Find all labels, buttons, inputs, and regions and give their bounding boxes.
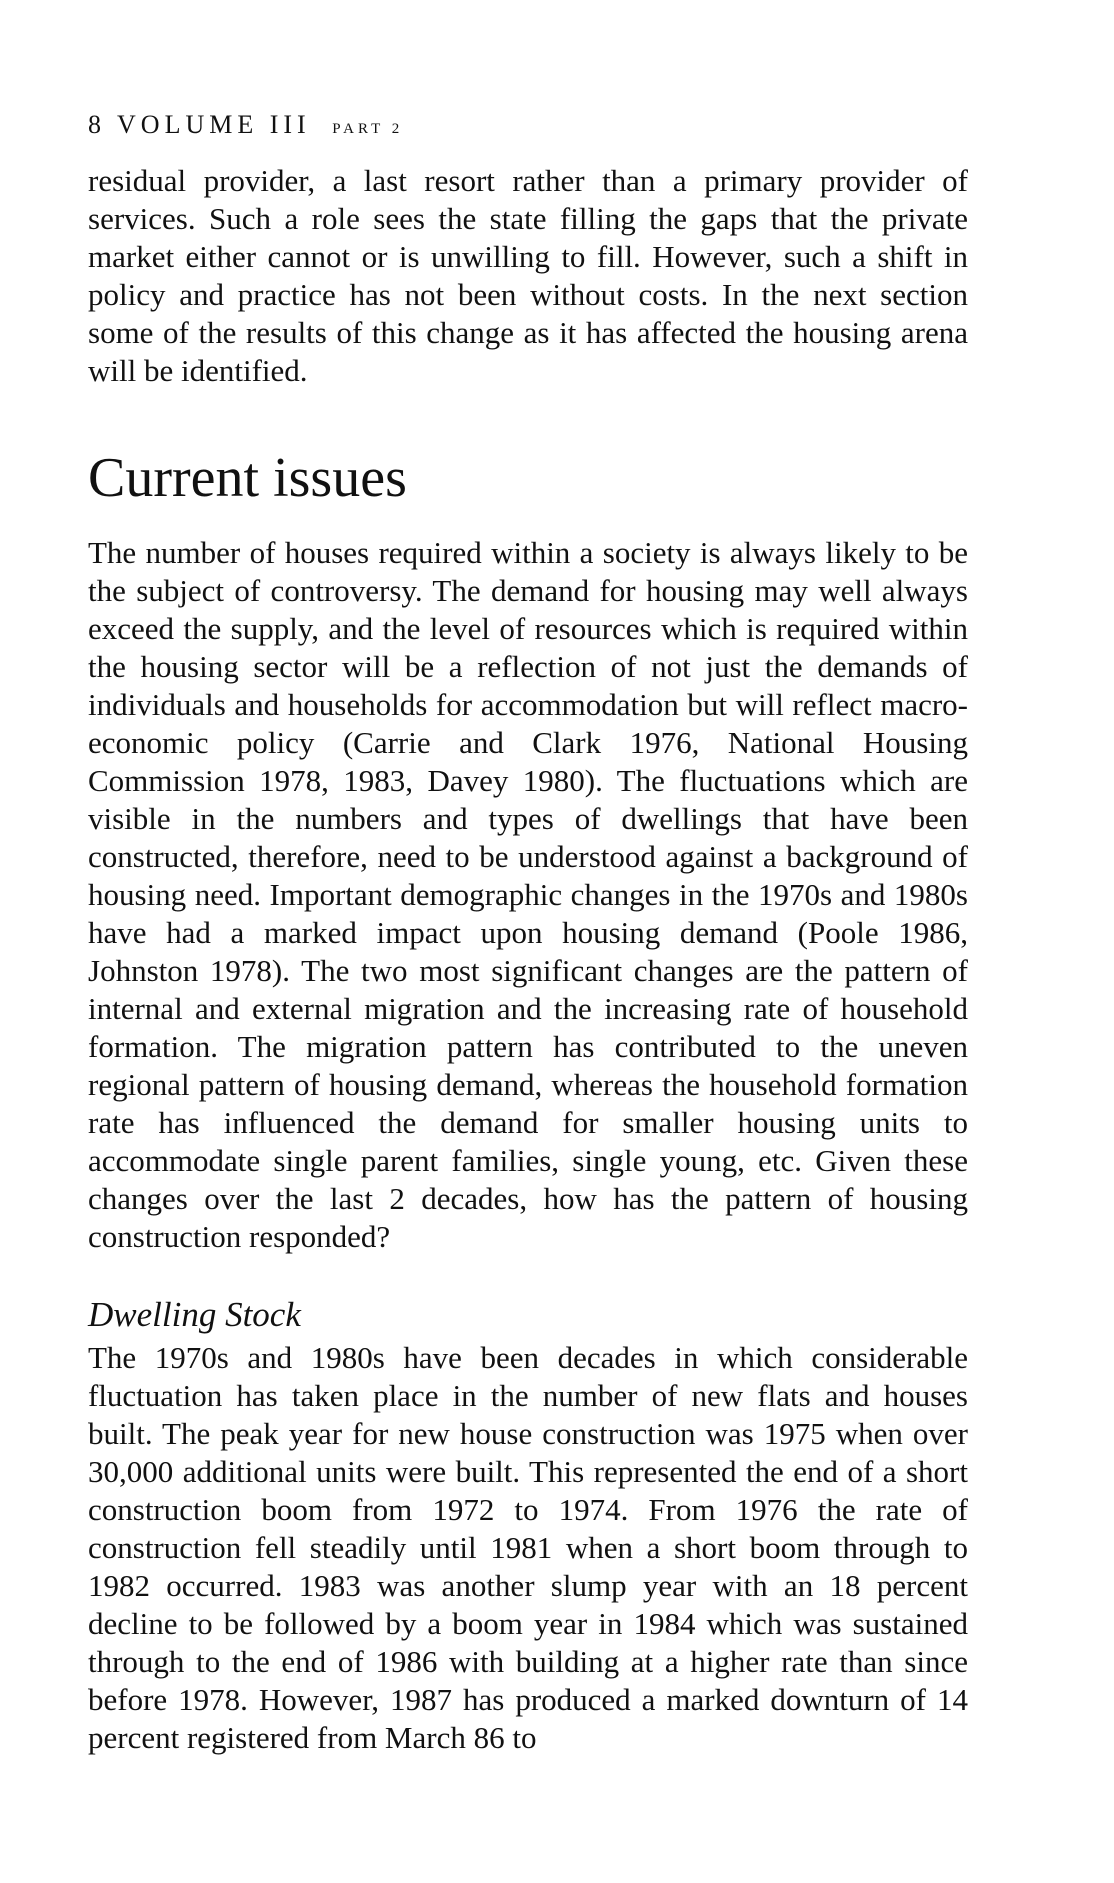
- current-issues-paragraph: The number of houses required within a society is always likely to be the subject of controversy. The demand for housing may well always exceed the supply, and the level of resources which is required within the housing sector will be a reflection of not just the demands of individuals and households for accommodation but will reflect macro-economic policy (Carrie and Clark 1976, National Housing Commission 1978, 1983, Davey 1980). The fluctuations which are visible in the numbers and types of dwellings that have been constructed, therefore, need to be understood against a background of housing need. Important demographic changes in the 1970s and 1980s have had a marked impact upon housing demand (Poole 1986, Johnston 1978). The two most significant changes are the pattern of internal and external migration and the increasing rate of household formation. The migration pattern has contributed to the uneven regional pattern of housing demand, whereas the household formation rate has influenced the demand for smaller housing units to accommodate single parent families, single young, etc. Given these changes over the last 2 decades, how has the pattern of housing construction responded?: [88, 535, 968, 1254]
- subsection-heading-dwelling-stock: Dwelling Stock: [88, 1295, 301, 1334]
- part-label: PART 2: [332, 121, 404, 137]
- dwelling-stock-paragraph: The 1970s and 1980s have been decades in which considerable fluctuation has taken place in the number of new flats and houses built. The peak year for new house construction was 1975 when over 30,000 additional units were built. This represented the end of a short construction boom from 1972 to 1974. From 1976 the rate of construction fell steadily until 1981 when a short boom through to 1982 occurred. 1983 was another slump year with an 18 percent decline to be followed by a boom year in 1984 which was sustained through to the end of 1986 with building at a higher rate than since before 1978. However, 1987 has produced a marked downturn of 14 percent registered from March 86 to: [88, 1339, 968, 1755]
- book-page: [88, 112, 968, 1757]
- volume-label: VOLUME III: [117, 110, 311, 139]
- running-header: [88, 112, 968, 138]
- intro-paragraph: residual provider, a last resort rather than a primary provider of services. Such a role sees the state filling the gaps that the private market either cannot or is unwilling to fill. However, such a shift in policy and practice has not been without costs. In the next section some of the results of this change as it has affected the housing arena will be identified.: [88, 163, 968, 388]
- page-number: 8: [88, 110, 106, 139]
- section-heading-current-issues: Current issues: [88, 447, 407, 509]
